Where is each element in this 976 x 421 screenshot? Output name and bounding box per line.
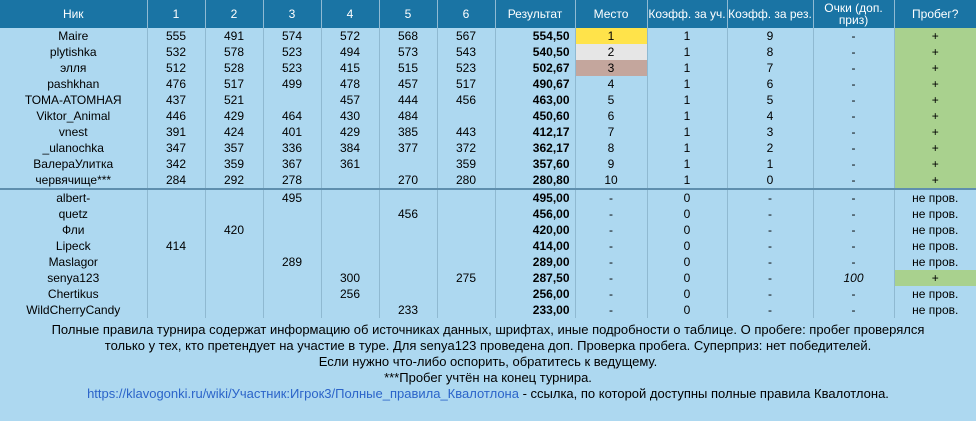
column-header: Коэфф. за уч. xyxy=(647,0,727,28)
score-cell: 342 xyxy=(147,156,205,172)
score-cell: 555 xyxy=(147,28,205,44)
table-row xyxy=(0,222,976,238)
participation-coef-cell: 1 xyxy=(647,172,727,189)
score-cell: 512 xyxy=(147,60,205,76)
score-cell xyxy=(147,286,205,302)
footer-line-4: ***Пробег учтён на конец турнира. xyxy=(384,370,592,385)
score-cell: 457 xyxy=(379,76,437,92)
nick-cell: _ulanochka xyxy=(0,140,147,156)
place-cell: 3 xyxy=(575,60,647,76)
place-cell: - xyxy=(575,189,647,206)
run-check-cell: не пров. xyxy=(894,254,976,270)
score-cell: 499 xyxy=(263,76,321,92)
score-cell xyxy=(379,254,437,270)
participation-coef-cell: 1 xyxy=(647,76,727,92)
nick-cell: albert- xyxy=(0,189,147,206)
result-cell: 490,67 xyxy=(495,76,575,92)
table-row xyxy=(0,44,976,60)
nick-cell: senya123 xyxy=(0,270,147,286)
nick-cell: plytishka xyxy=(0,44,147,60)
result-coef-cell: 5 xyxy=(727,92,813,108)
score-cell: 300 xyxy=(321,270,379,286)
participation-coef-cell: 1 xyxy=(647,140,727,156)
nick-cell: Viktor_Animal xyxy=(0,108,147,124)
score-cell: 446 xyxy=(147,108,205,124)
table-row xyxy=(0,108,976,124)
nick-cell: vnest xyxy=(0,124,147,140)
score-cell: 567 xyxy=(437,28,495,44)
bonus-points-cell: - xyxy=(813,238,894,254)
participation-coef-cell: 0 xyxy=(647,189,727,206)
bonus-points-cell: - xyxy=(813,44,894,60)
score-cell xyxy=(321,172,379,189)
run-check-cell: + xyxy=(894,44,976,60)
result-cell: 456,00 xyxy=(495,206,575,222)
score-cell xyxy=(437,222,495,238)
score-cell xyxy=(147,302,205,318)
score-cell xyxy=(205,302,263,318)
place-cell: 2 xyxy=(575,44,647,60)
score-cell: 391 xyxy=(147,124,205,140)
score-cell xyxy=(205,206,263,222)
result-coef-cell: 7 xyxy=(727,60,813,76)
result-cell: 495,00 xyxy=(495,189,575,206)
bonus-points-cell: 100 xyxy=(813,270,894,286)
score-cell: 523 xyxy=(263,60,321,76)
place-cell: - xyxy=(575,238,647,254)
bonus-points-cell: - xyxy=(813,254,894,270)
result-cell: 414,00 xyxy=(495,238,575,254)
score-cell xyxy=(147,189,205,206)
score-cell xyxy=(437,254,495,270)
run-check-cell: + xyxy=(894,172,976,189)
column-header: 3 xyxy=(263,0,321,28)
score-cell xyxy=(263,238,321,254)
score-cell xyxy=(263,92,321,108)
score-cell xyxy=(321,206,379,222)
table-row xyxy=(0,270,976,286)
table-row xyxy=(0,189,976,206)
result-cell: 450,60 xyxy=(495,108,575,124)
score-cell: 415 xyxy=(321,60,379,76)
score-cell: 521 xyxy=(205,92,263,108)
score-cell xyxy=(321,254,379,270)
score-cell: 270 xyxy=(379,172,437,189)
score-cell: 464 xyxy=(263,108,321,124)
score-cell: 414 xyxy=(147,238,205,254)
score-cell: 384 xyxy=(321,140,379,156)
score-cell xyxy=(379,238,437,254)
result-coef-cell: 2 xyxy=(727,140,813,156)
participation-coef-cell: 0 xyxy=(647,238,727,254)
bonus-points-cell: - xyxy=(813,92,894,108)
column-header: Коэфф. за рез. xyxy=(727,0,813,28)
score-cell xyxy=(437,206,495,222)
score-cell xyxy=(379,286,437,302)
score-cell: 278 xyxy=(263,172,321,189)
bonus-points-cell: - xyxy=(813,60,894,76)
table-row xyxy=(0,206,976,222)
result-coef-cell: 6 xyxy=(727,76,813,92)
score-cell: 359 xyxy=(437,156,495,172)
footer-line-3: Если нужно что-либо оспорить, обратитесь к ведущему. xyxy=(318,354,658,369)
score-cell: 574 xyxy=(263,28,321,44)
place-cell: 4 xyxy=(575,76,647,92)
score-cell: 457 xyxy=(321,92,379,108)
bonus-points-cell: - xyxy=(813,286,894,302)
run-check-cell: + xyxy=(894,140,976,156)
nick-cell: Maire xyxy=(0,28,147,44)
result-coef-cell: 9 xyxy=(727,28,813,44)
score-cell xyxy=(437,108,495,124)
participation-coef-cell: 0 xyxy=(647,254,727,270)
result-cell: 502,67 xyxy=(495,60,575,76)
place-cell: - xyxy=(575,286,647,302)
place-cell: 8 xyxy=(575,140,647,156)
score-cell: 401 xyxy=(263,124,321,140)
rules-footer xyxy=(0,318,976,421)
score-cell xyxy=(379,270,437,286)
run-check-cell: + xyxy=(894,124,976,140)
score-cell: 377 xyxy=(379,140,437,156)
nick-cell: червячище*** xyxy=(0,172,147,189)
score-cell: 233 xyxy=(379,302,437,318)
score-cell: 568 xyxy=(379,28,437,44)
score-cell: 361 xyxy=(321,156,379,172)
nick-cell: элля xyxy=(0,60,147,76)
nick-cell: Chertikus xyxy=(0,286,147,302)
score-cell: 256 xyxy=(321,286,379,302)
place-cell: - xyxy=(575,270,647,286)
result-coef-cell: 4 xyxy=(727,108,813,124)
result-coef-cell: - xyxy=(727,189,813,206)
score-cell: 515 xyxy=(379,60,437,76)
result-coef-cell: - xyxy=(727,222,813,238)
run-check-cell: + xyxy=(894,108,976,124)
result-coef-cell: - xyxy=(727,206,813,222)
score-cell xyxy=(263,206,321,222)
score-cell: 367 xyxy=(263,156,321,172)
result-cell: 412,17 xyxy=(495,124,575,140)
score-cell: 494 xyxy=(321,44,379,60)
footer-line-5 xyxy=(0,386,976,402)
nick-cell: Lipeck xyxy=(0,238,147,254)
result-coef-cell: 0 xyxy=(727,172,813,189)
run-check-cell: + xyxy=(894,60,976,76)
place-cell: 5 xyxy=(575,92,647,108)
column-header: 5 xyxy=(379,0,437,28)
result-cell: 256,00 xyxy=(495,286,575,302)
score-cell xyxy=(321,302,379,318)
run-check-cell: + xyxy=(894,270,976,286)
result-coef-cell: - xyxy=(727,302,813,318)
score-cell: 456 xyxy=(437,92,495,108)
score-cell xyxy=(263,302,321,318)
score-cell: 523 xyxy=(437,60,495,76)
score-cell: 429 xyxy=(205,108,263,124)
score-cell xyxy=(437,238,495,254)
bonus-points-cell: - xyxy=(813,302,894,318)
table-row xyxy=(0,172,976,189)
score-cell xyxy=(147,270,205,286)
result-cell: 287,50 xyxy=(495,270,575,286)
score-cell xyxy=(321,238,379,254)
result-cell: 280,80 xyxy=(495,172,575,189)
column-header: Результат xyxy=(495,0,575,28)
place-cell: 9 xyxy=(575,156,647,172)
participation-coef-cell: 0 xyxy=(647,286,727,302)
place-cell: 6 xyxy=(575,108,647,124)
place-cell: 7 xyxy=(575,124,647,140)
table-row xyxy=(0,60,976,76)
participation-coef-cell: 1 xyxy=(647,124,727,140)
place-cell: 1 xyxy=(575,28,647,44)
score-cell: 336 xyxy=(263,140,321,156)
run-check-cell: не пров. xyxy=(894,238,976,254)
run-check-cell: не пров. xyxy=(894,206,976,222)
score-cell xyxy=(437,189,495,206)
result-coef-cell: - xyxy=(727,270,813,286)
bonus-points-cell: - xyxy=(813,108,894,124)
result-cell: 289,00 xyxy=(495,254,575,270)
participation-coef-cell: 0 xyxy=(647,302,727,318)
result-cell: 420,00 xyxy=(495,222,575,238)
score-cell xyxy=(205,189,263,206)
score-cell xyxy=(205,254,263,270)
score-cell: 275 xyxy=(437,270,495,286)
table-row xyxy=(0,238,976,254)
score-cell xyxy=(205,238,263,254)
rules-link-suffix: - ссылка, по которой доступны полные правила Квалотлона. xyxy=(518,386,889,401)
score-cell xyxy=(437,286,495,302)
participation-coef-cell: 1 xyxy=(647,92,727,108)
bonus-points-cell: - xyxy=(813,172,894,189)
result-coef-cell: - xyxy=(727,254,813,270)
column-header: Ник xyxy=(0,0,147,28)
score-cell: 347 xyxy=(147,140,205,156)
score-cell: 523 xyxy=(263,44,321,60)
run-check-cell: не пров. xyxy=(894,286,976,302)
bonus-points-cell: - xyxy=(813,124,894,140)
footer-line-2: только у тех, кто претендует на участие в туре. Для senya123 проведена доп. Проверка пробега. Суперприз: нет победителей. xyxy=(104,338,872,353)
column-header: Место xyxy=(575,0,647,28)
bonus-points-cell: - xyxy=(813,189,894,206)
score-cell: 478 xyxy=(321,76,379,92)
score-cell: 359 xyxy=(205,156,263,172)
score-cell xyxy=(205,270,263,286)
participation-coef-cell: 1 xyxy=(647,156,727,172)
footer-line-1: Полные правила турнира содержат информацию об источниках данных, шрифтах, иные подробности о таблице. О пробеге: пробег проверялся xyxy=(51,322,925,337)
nick-cell: ВалераУлитка xyxy=(0,156,147,172)
score-cell xyxy=(379,222,437,238)
result-coef-cell: 8 xyxy=(727,44,813,60)
table-row xyxy=(0,92,976,108)
score-cell: 491 xyxy=(205,28,263,44)
run-check-cell: + xyxy=(894,92,976,108)
score-cell: 437 xyxy=(147,92,205,108)
nick-cell: Maslagor xyxy=(0,254,147,270)
score-cell: 430 xyxy=(321,108,379,124)
bonus-points-cell: - xyxy=(813,206,894,222)
column-header: 1 xyxy=(147,0,205,28)
score-cell: 476 xyxy=(147,76,205,92)
participation-coef-cell: 1 xyxy=(647,60,727,76)
place-cell: - xyxy=(575,222,647,238)
bonus-points-cell: - xyxy=(813,156,894,172)
table-body xyxy=(0,28,976,318)
score-cell: 517 xyxy=(205,76,263,92)
result-cell: 362,17 xyxy=(495,140,575,156)
table-row xyxy=(0,124,976,140)
result-cell: 233,00 xyxy=(495,302,575,318)
table-row xyxy=(0,28,976,44)
score-cell: 495 xyxy=(263,189,321,206)
rules-link[interactable]: https://klavogonki.ru/wiki/Участник:Игрок3/Полные_правила_Квалотлона xyxy=(87,386,519,401)
nick-cell: ТОМА-АТОМНАЯ xyxy=(0,92,147,108)
bonus-points-cell: - xyxy=(813,222,894,238)
header-row xyxy=(0,0,976,28)
score-cell: 578 xyxy=(205,44,263,60)
score-cell xyxy=(147,254,205,270)
run-check-cell: не пров. xyxy=(894,189,976,206)
score-cell: 284 xyxy=(147,172,205,189)
score-cell: 420 xyxy=(205,222,263,238)
run-check-cell: не пров. xyxy=(894,222,976,238)
nick-cell: quetz xyxy=(0,206,147,222)
result-cell: 357,60 xyxy=(495,156,575,172)
nick-cell: WildCherryCandy xyxy=(0,302,147,318)
run-check-cell: не пров. xyxy=(894,302,976,318)
table-row xyxy=(0,140,976,156)
result-coef-cell: - xyxy=(727,238,813,254)
table-header xyxy=(0,0,976,28)
place-cell: - xyxy=(575,254,647,270)
result-cell: 540,50 xyxy=(495,44,575,60)
score-cell xyxy=(379,156,437,172)
run-check-cell: + xyxy=(894,156,976,172)
nick-cell: pashkhan xyxy=(0,76,147,92)
table-row xyxy=(0,286,976,302)
nick-cell: Фли xyxy=(0,222,147,238)
participation-coef-cell: 1 xyxy=(647,28,727,44)
score-cell: 289 xyxy=(263,254,321,270)
score-cell: 385 xyxy=(379,124,437,140)
participation-coef-cell: 0 xyxy=(647,222,727,238)
score-cell: 572 xyxy=(321,28,379,44)
score-cell: 444 xyxy=(379,92,437,108)
score-cell: 357 xyxy=(205,140,263,156)
score-cell: 429 xyxy=(321,124,379,140)
table-row xyxy=(0,76,976,92)
column-header: 4 xyxy=(321,0,379,28)
participation-coef-cell: 1 xyxy=(647,108,727,124)
participation-coef-cell: 0 xyxy=(647,270,727,286)
score-cell xyxy=(437,302,495,318)
table-row xyxy=(0,302,976,318)
result-cell: 463,00 xyxy=(495,92,575,108)
score-cell: 517 xyxy=(437,76,495,92)
bonus-points-cell: - xyxy=(813,140,894,156)
column-header: Очки (доп. приз) xyxy=(813,0,894,28)
run-check-cell: + xyxy=(894,28,976,44)
score-cell xyxy=(263,270,321,286)
score-cell xyxy=(147,206,205,222)
score-cell: 532 xyxy=(147,44,205,60)
score-cell: 424 xyxy=(205,124,263,140)
score-cell: 443 xyxy=(437,124,495,140)
place-cell: 10 xyxy=(575,172,647,189)
score-cell: 280 xyxy=(437,172,495,189)
place-cell: - xyxy=(575,206,647,222)
score-cell xyxy=(147,222,205,238)
run-check-cell: + xyxy=(894,76,976,92)
place-cell: - xyxy=(575,302,647,318)
result-coef-cell: - xyxy=(727,286,813,302)
column-header: 6 xyxy=(437,0,495,28)
score-cell xyxy=(205,286,263,302)
result-coef-cell: 1 xyxy=(727,156,813,172)
table-row xyxy=(0,156,976,172)
score-cell xyxy=(263,286,321,302)
score-cell xyxy=(321,222,379,238)
table-row xyxy=(0,254,976,270)
score-cell xyxy=(321,189,379,206)
participation-coef-cell: 1 xyxy=(647,44,727,60)
result-coef-cell: 3 xyxy=(727,124,813,140)
result-cell: 554,50 xyxy=(495,28,575,44)
score-cell: 456 xyxy=(379,206,437,222)
score-cell: 484 xyxy=(379,108,437,124)
score-cell: 528 xyxy=(205,60,263,76)
column-header: 2 xyxy=(205,0,263,28)
bonus-points-cell: - xyxy=(813,28,894,44)
column-header: Пробег? xyxy=(894,0,976,28)
score-cell: 372 xyxy=(437,140,495,156)
score-cell: 543 xyxy=(437,44,495,60)
score-cell xyxy=(263,222,321,238)
bonus-points-cell: - xyxy=(813,76,894,92)
score-cell: 573 xyxy=(379,44,437,60)
score-cell xyxy=(379,189,437,206)
participation-coef-cell: 0 xyxy=(647,206,727,222)
score-cell: 292 xyxy=(205,172,263,189)
